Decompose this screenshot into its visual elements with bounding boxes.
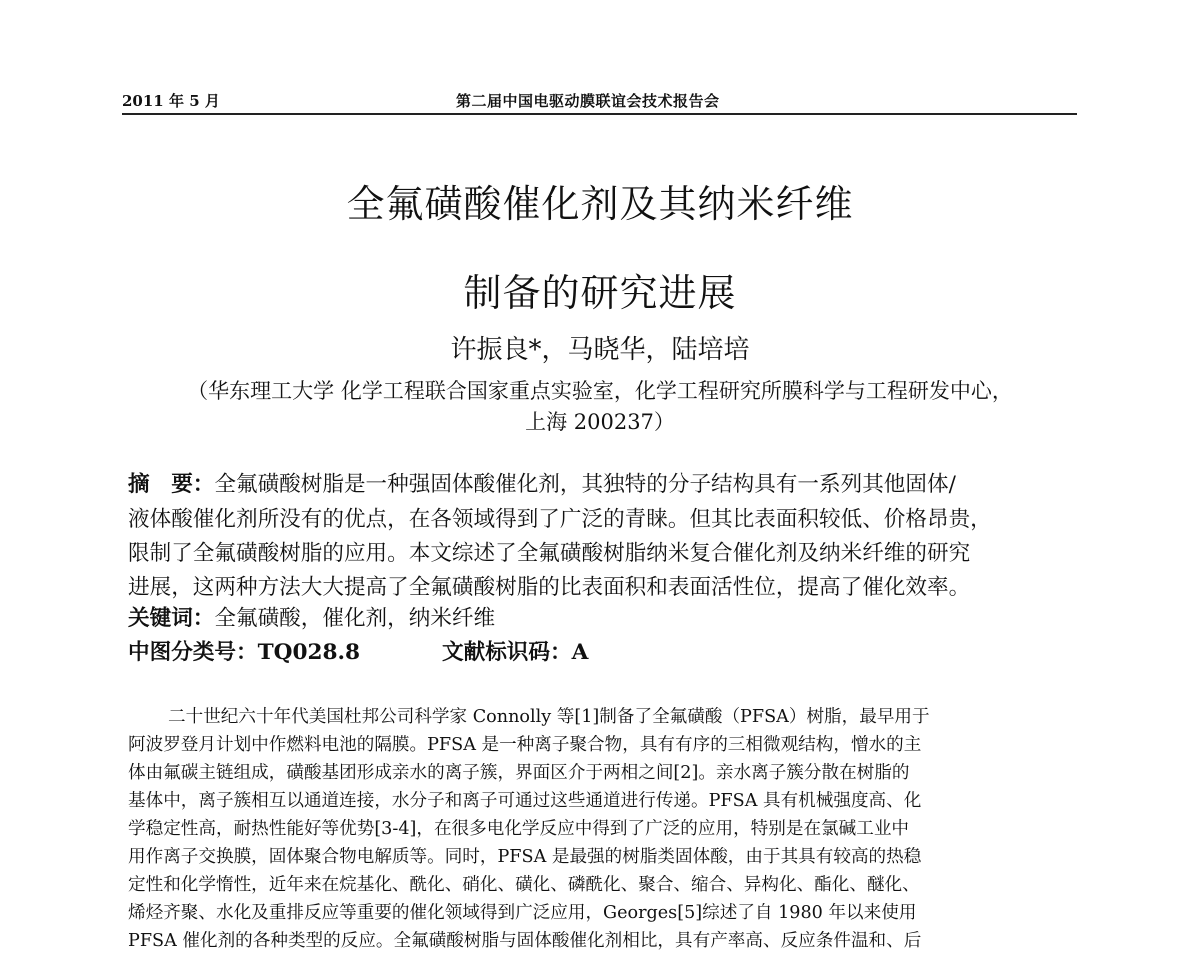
abstract-text-1: 全氟磺酸树脂是一种强固体酸催化剂，其独特的分子结构具有一系列其他固体/ — [214, 472, 956, 497]
body-line-7: 定性和化学惰性，近年来在烷基化、酰化、硝化、磺化、磷酰化、聚合、缩合、异构化、酯化、醚化、 — [128, 875, 920, 895]
abstract-line-1 — [128, 470, 1078, 500]
document-code-label: 文献标识码： — [442, 640, 572, 665]
body-line-1: 二十世纪六十年代美国杜邦公司科学家 Connolly 等[1]制备了全氟磺酸（PFSA）树脂，最早用于 — [168, 707, 930, 727]
body-line-6: 用作离子交换膜，固体聚合物电解质等。同时，PFSA 是最强的树脂类固体酸，由于其具有较高的热稳 — [128, 847, 922, 867]
keywords-value: 全氟磺酸，催化剂，纳米纤维 — [214, 606, 496, 631]
body-line-4: 基体中，离子簇相互以通道连接，水分子和离子可通过这些通道进行传递。PFSA 具有机械强度高、化 — [128, 791, 922, 811]
keywords-line — [128, 604, 1078, 634]
classification-line — [128, 638, 1078, 668]
paper-title-line-2: 制备的研究进展 — [463, 271, 737, 315]
header-rule — [122, 113, 1077, 115]
abstract-line-4: 进展，这两种方法大大提高了全氟磺酸树脂的比表面积和表面活性位，提高了催化效率。 — [128, 575, 971, 600]
header-conference: 第二届中国电驱动膜联谊会技术报告会 — [456, 92, 720, 110]
authors: 许振良*，马晓华，陆培培 — [450, 335, 750, 365]
body-line-2: 阿波罗登月计划中作燃料电池的隔膜。PFSA 是一种离子聚合物，具有有序的三相微观结构，憎水的主 — [128, 735, 922, 755]
abstract-line-3: 限制了全氟磺酸树脂的应用。本文综述了全氟磺酸树脂纳米复合催化剂及纳米纤维的研究 — [128, 541, 971, 566]
abstract-line-2: 液体酸催化剂所没有的优点，在各领域得到了广泛的青睐。但其比表面积较低、价格昂贵， — [128, 507, 992, 532]
classification-value: TQ028.8 — [257, 640, 361, 665]
paper-title-line-1: 全氟磺酸催化剂及其纳米纤维 — [346, 182, 854, 226]
header-date: 2011 年 5 月 — [122, 92, 220, 110]
body-line-5: 学稳定性高，耐热性能好等优势[3-4]，在很多电化学反应中得到了广泛的应用，特别是在氯碱工业中 — [128, 819, 910, 839]
document-code — [442, 638, 588, 668]
running-header — [122, 86, 1077, 116]
body-line-3: 体由氟碳主链组成，磺酸基团形成亲水的离子簇，界面区介于两相之间[2]。亲水离子簇分散在树脂的 — [128, 763, 910, 783]
abstract-label: 摘 要： — [128, 472, 215, 497]
document-code-value: A — [571, 640, 589, 665]
keywords-label: 关键词： — [128, 606, 215, 631]
affiliation-line-2: 上海 200237） — [525, 410, 675, 434]
affiliation-line-1: （华东理工大学 化学工程联合国家重点实验室，化学工程研究所膜科学与工程研发中心， — [187, 379, 1013, 403]
classification-label: 中图分类号： — [128, 640, 258, 665]
body-line-8: 烯烃齐聚、水化及重排反应等重要的催化领域得到广泛应用，Georges[5]综述了自 1980 年以来使用 — [128, 903, 917, 923]
body-line-9: PFSA 催化剂的各种类型的反应。全氟磺酸树脂与固体酸催化剂相比，具有产率高、反应条件温和、后 — [128, 931, 922, 951]
